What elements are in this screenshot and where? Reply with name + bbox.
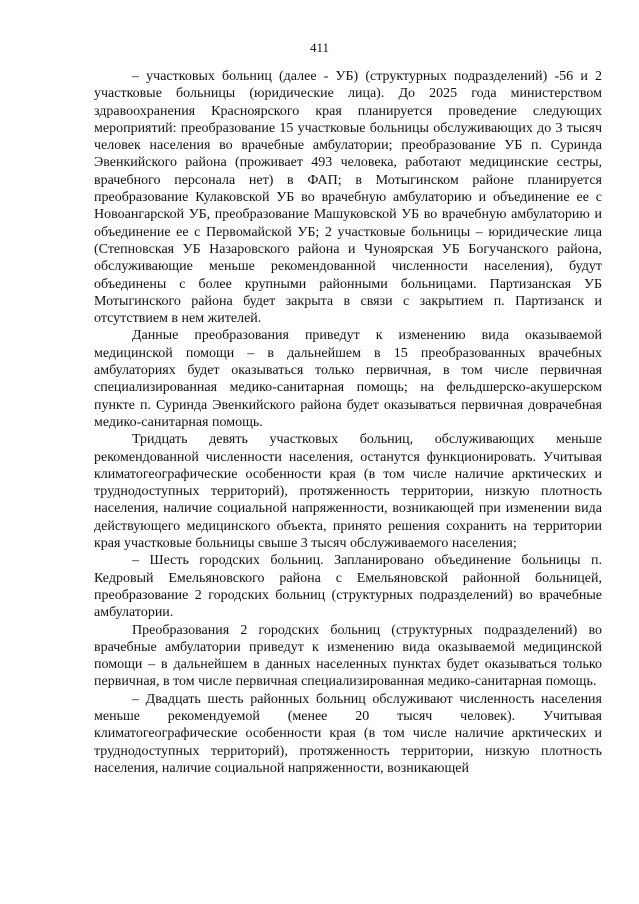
paragraph-city-hospitals: – Шесть городских больниц. Запланировано объединение больницы п. Кедровый Емельяновского района с Емельяновской районной больницей, преобразование 2 городских больниц (структурных подразделений) во врачебные амбулатории. — [94, 553, 602, 621]
paragraph-regional-hospitals: – Двадцать шесть районных больниц обслуживают численность населения меньше рекомендуемой (менее 20 тысяч человек). Учитывая климатогеографические особенности края (в том числе наличие арктических и труднодоступных территорий), протяженность территории, низкую плотность населения, наличие социальной напряженности, возникающей — [94, 691, 602, 776]
paragraph-city-transformation-effects: Преобразования 2 городских больниц (структурных подразделений) во врачебные амбулатории приведут к изменению вида оказываемой медицинской помощи – в дальнейшем в данных населенных пунктах будет оказываться только первичная, в том числе первичная специализированная медико-санитарная помощь. — [94, 622, 602, 690]
page-number: 411 — [309, 40, 330, 55]
body-text — [94, 68, 602, 777]
paragraph-transformation-effects: Данные преобразования приведут к изменению вида оказываемой медицинской помощи – в дальнейшем в 15 преобразованных врачебных амбулаториях будет оказываться только первичная, в том числе первичная специализированная медико-санитарная помощь; на фельдшерско-акушерском пункте п. Суринда Эвенкийского района будет оказываться первичная доврачебная медико-санитарная помощь. — [94, 328, 602, 430]
paragraph-remaining-hospitals: Тридцать девять участковых больниц, обслуживающих меньше рекомендованной численности населения, останутся функционировать. Учитывая климатогеографические особенности края (в том числе наличие арктических и труднодоступных территорий), протяженность территории, низкую плотность населения, наличие социальной напряженности, возникающей при изменении вида действующего медицинского объекта, принято решения сохранить на территории края участковые больницы свыше 3 тысяч обслуживаемого населения; — [94, 432, 602, 552]
paragraph-district-hospitals: – участковых больниц (далее - УБ) (структурных подразделений) -56 и 2 участковые больницы (юридические лица). До 2025 года министерством здравоохранения Красноярского края планируется проведение следующих мероприятий: преобразование 15 участковые больницы обслуживающих до 3 тысяч человек населения во врачебные амбулатории; преобразование УБ п. Суринда Эвенкийского района (проживает 493 человека, работают медицинские сестры, врачебного персонала нет) в ФАП; в Мотыгинском районе планируется преобразование Кулаковской УБ во врачебную амбулаторию и объединение ее с Новоангарской УБ, преобразование Машуковской УБ во врачебную амбулаторию и объединение ее с Первомайской УБ; 2 участковые больницы – юридические лица (Степновская УБ Назаровского района и Чуноярская УБ Богучанского района, обслуживающие меньше рекомендованной численности населения), будут объединены с более крупными районными больницами. Партизанская УБ Мотыгинского района будет закрыта в связи с закрытием п. Партизанск и отсутствием в нем жителей. — [94, 69, 602, 327]
